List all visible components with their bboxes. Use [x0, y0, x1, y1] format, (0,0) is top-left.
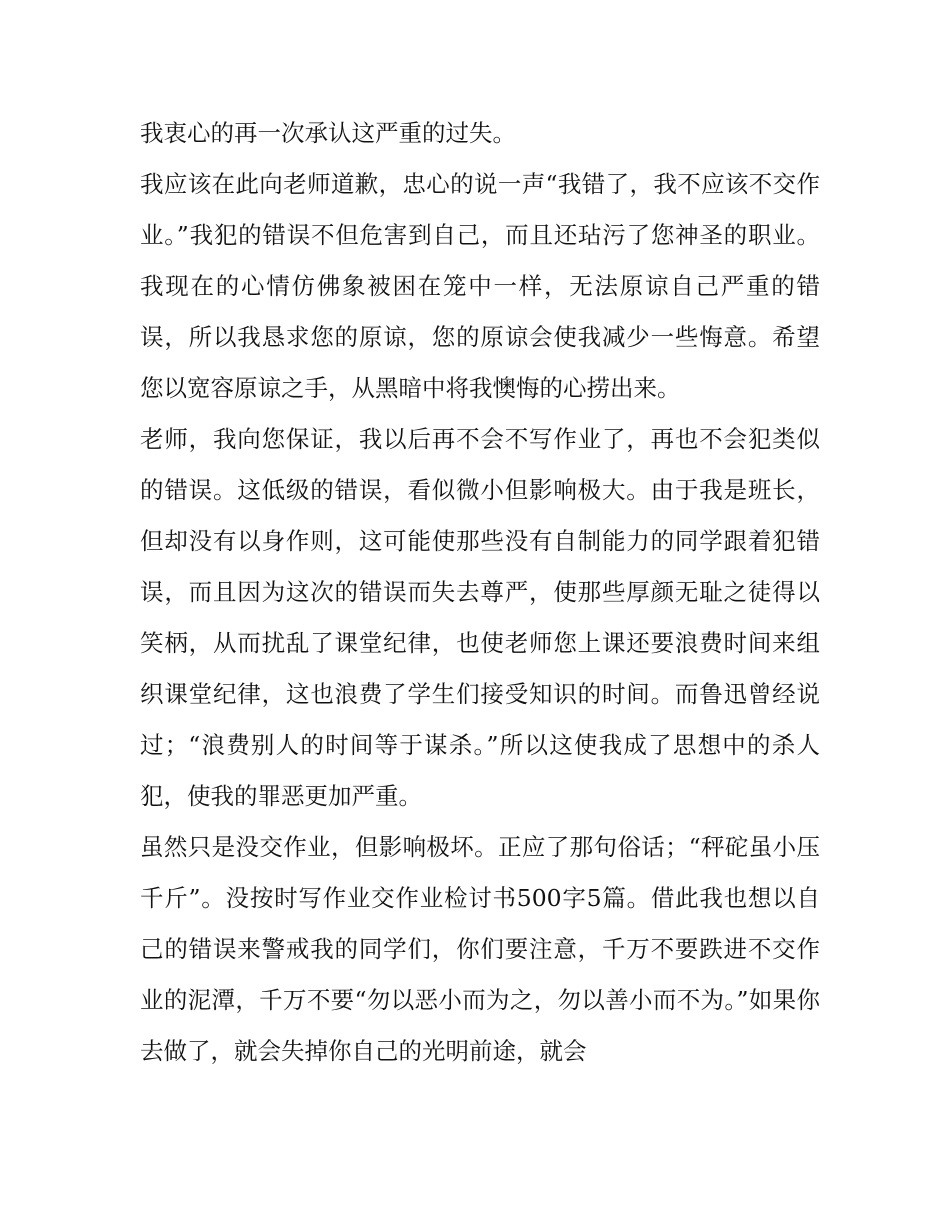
paragraph-4: 虽然只是没交作业，但影响极坏。正应了那句俗话；“秤砣虽小压千斤”。没按时写作业交作业检讨书500字5篇。借此我也想以自己的错误来警戒我的同学们，你们要注意，千万不要跌进不交作业的泥潭，千万不要“勿以恶小而为之，勿以善小而不为。”如果你去做了，就会失掉你自己的光明前途，就会 [140, 833, 820, 1065]
paragraph-1: 我衷心的再一次承认这严重的过失。 [140, 119, 516, 147]
paragraph-2: 我应该在此向老师道歉，忠心的说一声“我错了，我不应该不交作业。”我犯的错误不但危害到自己，而且还玷污了您神圣的职业。我现在的心情仿佛象被困在笼中一样，无法原谅自己严重的错误，所以我恳求您的原谅，您的原谅会使我减少一些悔意。希望您以宽容原谅之手，从黑暗中将我懊悔的心捞出来。 [140, 170, 820, 402]
document-body [140, 108, 820, 1077]
paragraph-3: 老师，我向您保证，我以后再不会不写作业了，再也不会犯类似的错误。这低级的错误，看似微小但影响极大。由于我是班长，但却没有以身作则，这可能使那些没有自制能力的同学跟着犯错误，而且因为这次的错误而失去尊严，使那些厚颜无耻之徒得以笑柄，从而扰乱了课堂纪律，也使老师您上课还要浪费时间来组织课堂纪律，这也浪费了学生们接受知识的时间。而鲁迅曾经说过；“浪费别人的时间等于谋杀。”所以这使我成了思想中的杀人犯，使我的罪恶更加严重。 [140, 425, 820, 810]
